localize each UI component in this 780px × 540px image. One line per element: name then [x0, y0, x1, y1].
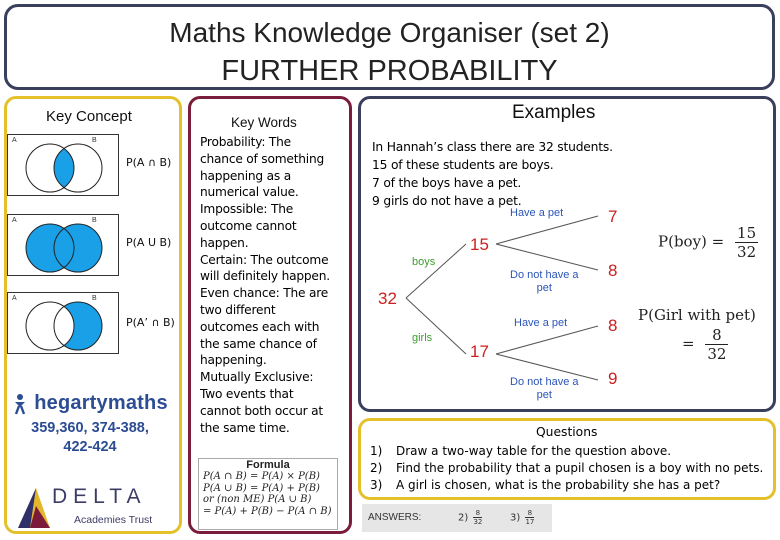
venn-label-intersection: P(A ∩ B) [126, 156, 172, 169]
equation-p-girl-pet [638, 306, 756, 363]
question-text: Draw a two-way table for the question above. [396, 444, 672, 458]
eq2-denominator: 32 [707, 345, 727, 363]
answer-3-denominator: 17 [525, 518, 535, 526]
venn-intersection [7, 134, 119, 196]
eq1-fraction [735, 224, 758, 261]
key-word-line: Certain: The outcome [200, 252, 329, 267]
branch-boys [406, 244, 466, 298]
example-line: 15 of these students are boys. [372, 158, 554, 172]
tree-girls-pet-count: 8 [608, 316, 618, 335]
venn-union [7, 214, 119, 276]
key-word-line: outcomes each with [200, 319, 320, 334]
example-line: 7 of the boys have a pet. [372, 176, 522, 190]
venn-b-only-drawing [8, 293, 120, 355]
tree-boys-label: boys [412, 256, 436, 268]
tree-have-pet-label-1: Have a pet [510, 207, 564, 219]
key-words-text [200, 134, 350, 436]
tree-girls-no-pet-count: 9 [608, 369, 618, 388]
key-word-line: Even chance: The are [200, 286, 329, 301]
tree-no-pet-label-1 [510, 269, 579, 295]
question-number: 3) [370, 478, 383, 492]
question-text: Find the probability that a pupil chosen is a boy with no pets. [396, 461, 764, 475]
title-banner [4, 4, 775, 90]
tree-no-pet-label-2 [510, 376, 579, 402]
key-word-line: Probability: The [200, 135, 291, 149]
formula-box [198, 458, 338, 530]
eq1-numerator: 15 [737, 224, 757, 242]
eq2-fraction [705, 326, 728, 363]
formula-title: Formula [246, 459, 290, 471]
question-number: 2) [370, 461, 383, 475]
key-word-line: two different [200, 302, 276, 317]
branch-boys-no-pet [496, 244, 598, 270]
tree-have-pet-label-2: Have a pet [514, 317, 568, 329]
question-number: 1) [370, 444, 383, 458]
set-b-label: B [92, 217, 97, 224]
formula-line: or (non ME) P(A ∪ B) [203, 494, 312, 506]
hegarty-brand-text: hegartymaths [34, 392, 168, 414]
examples-heading: Examples [512, 102, 596, 123]
branch-girls [406, 298, 466, 354]
no-pet-line2: pet [536, 282, 552, 294]
tree-girls-label: girls [412, 332, 433, 344]
example-line: In Hannah’s class there are 32 students. [372, 140, 613, 154]
key-word-line: happening. [200, 353, 267, 368]
no-pet-line1: Do not have a [510, 376, 579, 388]
key-word-line: happening as a [200, 168, 291, 183]
venn-b-only [7, 292, 119, 354]
key-word-line: Impossible: The [200, 202, 294, 217]
answer-2-numerator: 8 [475, 509, 481, 517]
branch-girls-pet [496, 326, 598, 354]
question-text: A girl is chosen, what is the probability she has a pet? [396, 478, 721, 492]
venn-union-drawing [8, 215, 120, 277]
answer-3-fraction [525, 509, 534, 526]
no-pet-line2: pet [536, 389, 552, 401]
hegarty-clips-line2: 422-424 [63, 439, 117, 455]
equation-p-boy [658, 224, 758, 261]
hegarty-block [10, 392, 170, 457]
example-line: 9 girls do not have a pet. [372, 194, 522, 208]
answer-2 [458, 509, 482, 526]
tree-root-count: 32 [378, 289, 397, 308]
set-a-label: A [12, 137, 17, 144]
venn-label-b-only: P(A’ ∩ B) [126, 316, 175, 329]
questions-list [370, 443, 763, 494]
page-subtitle: FURTHER PROBABILITY [221, 55, 558, 87]
formula-line: = P(A) + P(B) − P(A ∩ B) [203, 505, 332, 517]
key-word-line: numerical value. [200, 185, 299, 200]
answer-2-number: 2) [458, 512, 469, 524]
hegarty-clip-numbers [10, 419, 170, 457]
no-pet-line1: Do not have a [510, 269, 579, 281]
delta-subtitle: Academies Trust [74, 514, 153, 526]
key-word-line: outcome cannot [200, 218, 297, 233]
venn-intersection-drawing [8, 135, 120, 197]
eq2-rhs [682, 326, 756, 363]
question-item [370, 443, 763, 460]
key-word-line: the same time. [200, 420, 290, 435]
formula-line: P(A ∩ B) = P(A) × P(B) [203, 471, 320, 483]
answers-bar [362, 504, 552, 532]
formula-line: P(A ∪ B) = P(A) + P(B) [203, 482, 320, 494]
tree-boys-count: 15 [470, 235, 489, 254]
delta-name: DELTA [52, 485, 147, 508]
tree-girls-count: 17 [470, 342, 489, 361]
eq2-numerator: 8 [712, 326, 722, 344]
answers-label: ANSWERS: [368, 512, 422, 523]
key-concept-heading: Key Concept [46, 108, 132, 125]
question-item [370, 477, 763, 494]
question-item [370, 460, 763, 477]
set-b-label: B [92, 295, 97, 302]
set-a-label: A [12, 217, 17, 224]
key-word-line: the same chance of [200, 336, 317, 351]
branch-boys-pet [496, 216, 598, 244]
answer-2-denominator: 32 [473, 518, 483, 526]
answer-3-number: 3) [510, 512, 521, 524]
key-word-line: Mutually Exclusive: [200, 370, 314, 385]
hegarty-person-icon [12, 393, 30, 415]
answer-2-fraction [473, 509, 482, 526]
eq1-lhs: P(boy) = [658, 232, 725, 251]
venn-label-union: P(A U B) [126, 236, 172, 249]
key-word-line: chance of something [200, 151, 325, 166]
answer-3-numerator: 8 [527, 509, 533, 517]
answer-3 [510, 509, 534, 526]
tree-diagram [362, 196, 642, 406]
eq1-denominator: 32 [737, 243, 757, 261]
hegarty-logo [10, 392, 170, 415]
tree-boys-pet-count: 7 [608, 207, 618, 226]
key-word-line: Two events that [200, 386, 294, 401]
hegarty-clips-line1: 359,360, 374-388, [31, 420, 149, 436]
key-word-line: cannot both occur at [200, 403, 324, 418]
tree-boys-no-pet-count: 8 [608, 261, 618, 280]
set-a-label: A [12, 295, 17, 302]
eq2-equals: = [682, 334, 695, 353]
page-title: Maths Knowledge Organiser (set 2) [169, 17, 610, 48]
set-b-label: B [92, 137, 97, 144]
questions-heading: Questions [536, 425, 598, 439]
key-words-heading: Key Words [231, 115, 297, 130]
delta-logo [12, 484, 176, 530]
delta-triangle-icon [12, 484, 52, 530]
eq2-lhs: P(Girl with pet) [638, 306, 756, 324]
key-word-line: will definitely happen. [200, 269, 330, 284]
key-word-line: happen. [200, 235, 249, 250]
